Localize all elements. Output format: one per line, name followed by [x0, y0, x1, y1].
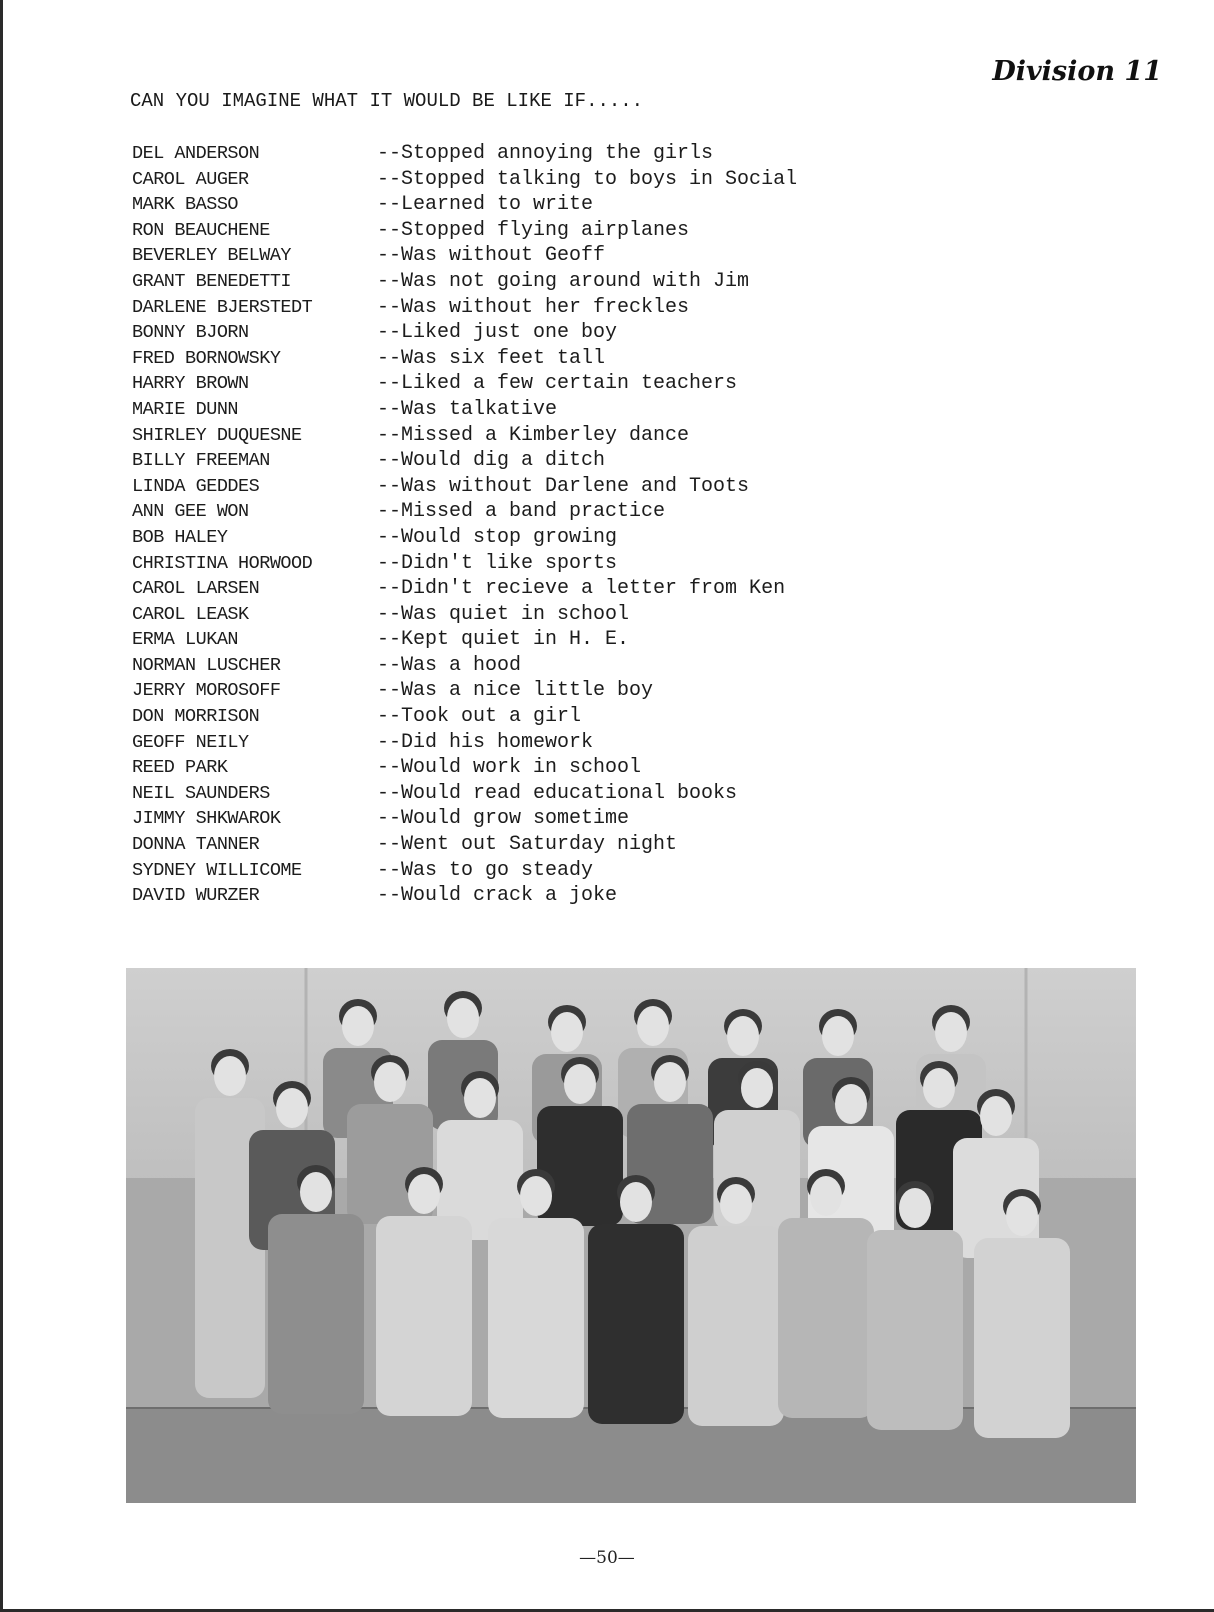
- student-wish: --Would work in school: [377, 756, 642, 780]
- roster-row: [132, 883, 852, 909]
- student-wish: --Would stop growing: [377, 525, 618, 549]
- student-wish: --Was to go steady: [377, 858, 594, 882]
- division-title: Division 11: [992, 56, 1162, 87]
- page-heading: CAN YOU IMAGINE WHAT IT WOULD BE LIKE IF.....: [130, 90, 644, 112]
- student-name: SHIRLEY DUQUESNE: [132, 424, 302, 446]
- student-name: DON MORRISON: [132, 706, 260, 728]
- roster-row: [132, 397, 852, 423]
- roster-row: [132, 832, 852, 858]
- roster-row: [132, 806, 852, 832]
- roster-row: [132, 678, 852, 704]
- student-wish: --Was not going around with Jim: [377, 269, 750, 293]
- student-wish: --Would grow sometime: [377, 807, 630, 831]
- page-edge: [0, 0, 3, 1612]
- student-wish: --Was talkative: [377, 397, 558, 421]
- roster-row: [132, 474, 852, 500]
- student-wish: --Was quiet in school: [377, 602, 630, 626]
- roster-row: [132, 218, 852, 244]
- student-name: DEL ANDERSON: [132, 143, 260, 164]
- student-wish: --Would dig a ditch: [377, 449, 606, 473]
- roster-row: [132, 755, 852, 781]
- roster-row: [132, 704, 852, 730]
- student-wish: --Went out Saturday night: [377, 833, 678, 857]
- student-name: ANN GEE WON: [132, 501, 249, 523]
- roster-row: [132, 141, 852, 167]
- student-name: GEOFF NEILY: [132, 731, 249, 753]
- student-name: BOB HALEY: [132, 526, 228, 548]
- student-name: RON BEAUCHENE: [132, 219, 270, 241]
- student-wish: --Was a nice little boy: [377, 679, 654, 703]
- student-wish: --Missed a band practice: [377, 500, 666, 524]
- student-wish: --Was a hood: [377, 653, 522, 677]
- roster-row: [132, 525, 852, 551]
- student-name: HARRY BROWN: [132, 373, 249, 395]
- roster-row: [132, 448, 852, 474]
- roster-row: [132, 346, 852, 372]
- class-photo-image: [126, 968, 1136, 1503]
- student-name: LINDA GEDDES: [132, 475, 260, 497]
- roster-row: [132, 653, 852, 679]
- student-name: JERRY MOROSOFF: [132, 680, 281, 702]
- roster-row: [132, 602, 852, 628]
- roster-row: [132, 730, 852, 756]
- roster-row: [132, 858, 852, 884]
- student-name: CAROL LARSEN: [132, 578, 260, 600]
- roster-row: [132, 243, 852, 269]
- student-wish: --Would read educational books: [377, 781, 738, 805]
- roster-row: [132, 295, 852, 321]
- roster-row: [132, 499, 852, 525]
- roster-row: [132, 781, 852, 807]
- student-name: BEVERLEY BELWAY: [132, 245, 292, 267]
- student-name: GRANT BENEDETTI: [132, 270, 292, 292]
- student-name: MARK BASSO: [132, 194, 239, 216]
- roster-row: [132, 320, 852, 346]
- student-wish: --Didn't recieve a letter from Ken: [377, 577, 786, 601]
- student-wish: --Was without Geoff: [377, 244, 606, 268]
- student-wish: --Liked just one boy: [377, 321, 618, 345]
- student-wish: --Kept quiet in H. E.: [377, 628, 630, 652]
- student-wish: --Stopped annoying the girls: [377, 142, 714, 165]
- class-photo: [126, 968, 1136, 1503]
- roster-row: [132, 551, 852, 577]
- student-name: DAVID WURZER: [132, 885, 260, 907]
- student-wish: --Liked a few certain teachers: [377, 372, 738, 396]
- student-name: SYDNEY WILLICOME: [132, 859, 302, 881]
- student-name: BILLY FREEMAN: [132, 450, 270, 472]
- student-name: CHRISTINA HORWOOD: [132, 552, 313, 574]
- student-name: JIMMY SHKWAROK: [132, 808, 281, 830]
- student-name: BONNY BJORN: [132, 322, 249, 344]
- roster-row: [132, 576, 852, 602]
- student-name: REED PARK: [132, 757, 228, 779]
- roster-row: [132, 192, 852, 218]
- student-name: ERMA LUKAN: [132, 629, 239, 651]
- student-wish: --Was without Darlene and Toots: [377, 474, 750, 498]
- roster-row: [132, 167, 852, 193]
- student-name: FRED BORNOWSKY: [132, 347, 281, 369]
- student-wish: --Stopped flying airplanes: [377, 218, 690, 242]
- student-name: DARLENE BJERSTEDT: [132, 296, 313, 318]
- student-wish: --Was without her freckles: [377, 295, 690, 319]
- roster-row: [132, 269, 852, 295]
- student-name: DONNA TANNER: [132, 834, 260, 856]
- student-wish: --Would crack a joke: [377, 884, 618, 908]
- student-wish: --Did his homework: [377, 730, 594, 754]
- student-wish: --Missed a Kimberley dance: [377, 423, 690, 447]
- student-name: NORMAN LUSCHER: [132, 654, 281, 676]
- student-wish: --Stopped talking to boys in Social: [377, 167, 798, 191]
- roster-row: [132, 371, 852, 397]
- roster-row: [132, 423, 852, 449]
- student-wish: --Took out a girl: [377, 705, 582, 729]
- student-name: CAROL LEASK: [132, 603, 249, 625]
- roster-row: [132, 627, 852, 653]
- student-wish: --Didn't like sports: [377, 551, 618, 575]
- student-name: CAROL AUGER: [132, 168, 249, 190]
- page-number: —50—: [579, 1548, 635, 1568]
- student-name: NEIL SAUNDERS: [132, 782, 270, 804]
- student-wish: --Learned to write: [377, 193, 594, 217]
- student-wish: --Was six feet tall: [377, 346, 606, 370]
- student-roster: [132, 141, 852, 909]
- student-name: MARIE DUNN: [132, 398, 239, 420]
